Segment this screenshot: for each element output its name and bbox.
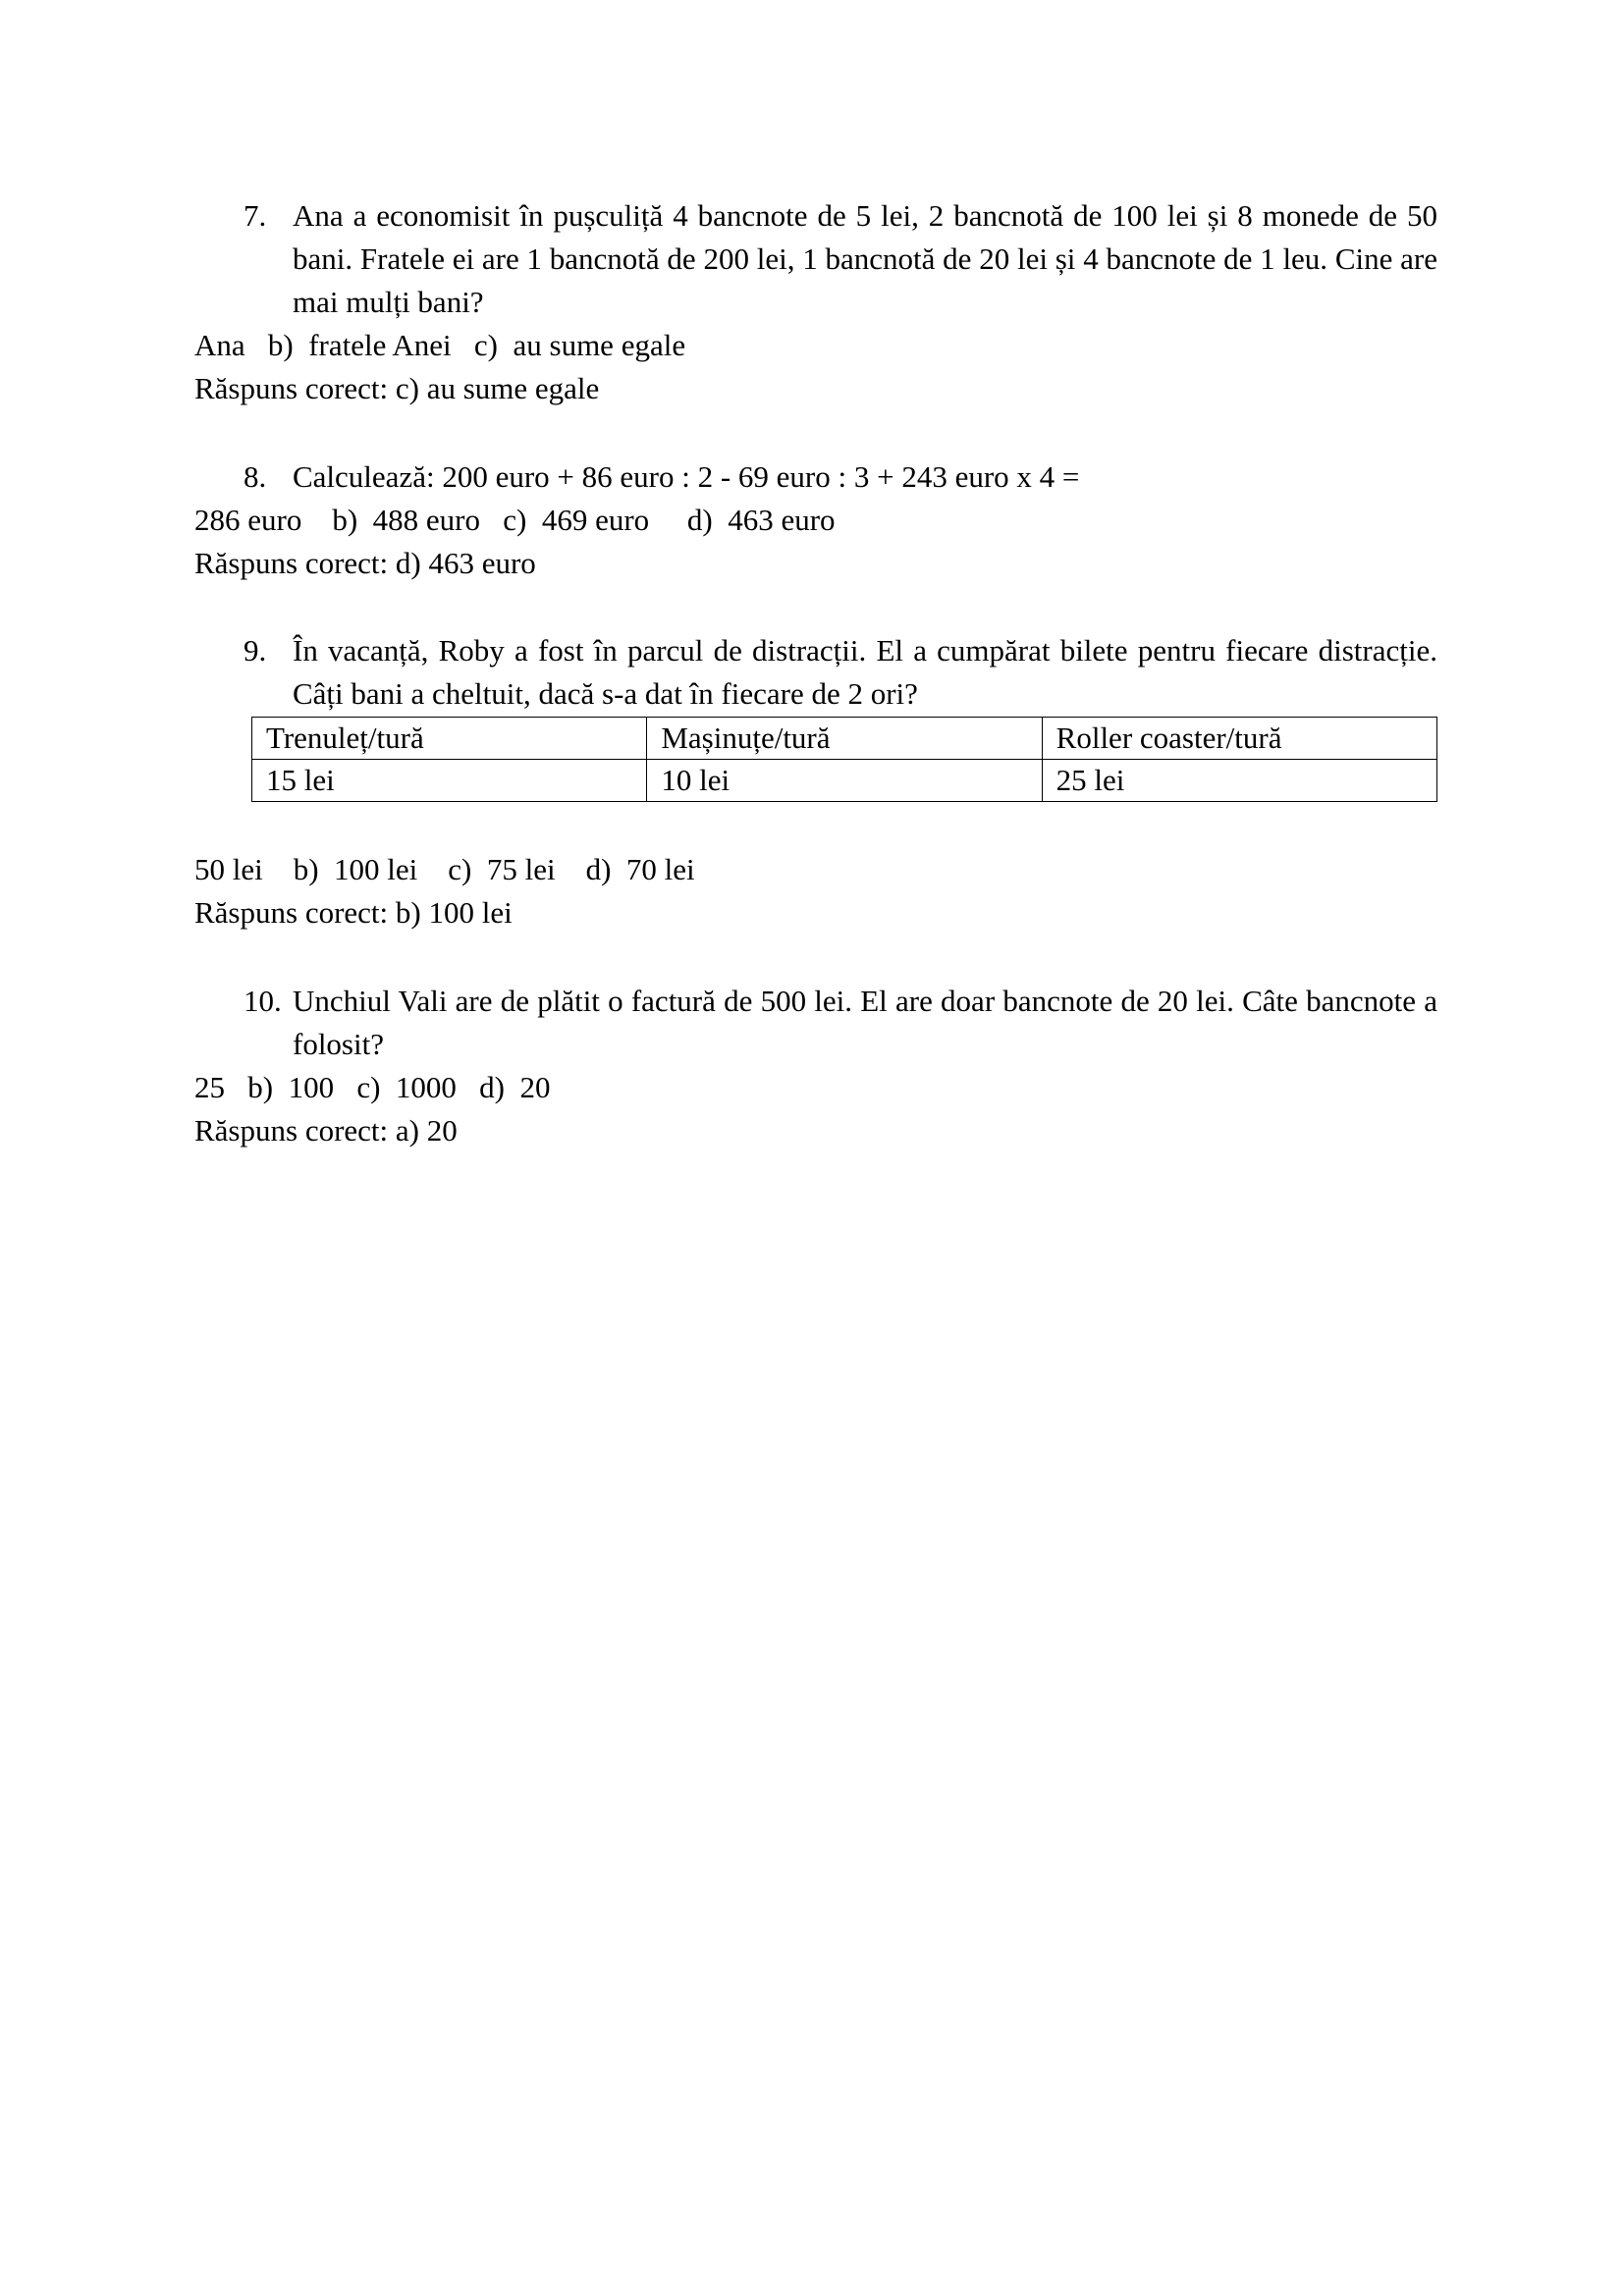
question-9 bbox=[194, 629, 1437, 716]
question-text: În vacanță, Roby a fost în parcul de distracții. El a cumpărat bilete pentru fiecare distracție. Câți bani a cheltuit, dacă s-a dat în fiecare de 2 ori? bbox=[293, 633, 1437, 711]
answer-options-8: 286 euro b) 488 euro c) 469 euro d) 463 euro bbox=[194, 503, 836, 537]
question-number: 10. bbox=[244, 984, 282, 1018]
question-text: Ana a economisit în pușculiță 4 bancnote de 5 lei, 2 bancnotă de 100 lei și 8 monede de 50 bani. Fratele ei are 1 bancnotă de 200 lei, 1 bancnotă de 20 lei și 4 bancnote de 1 leu. Cine are mai mulți bani? bbox=[293, 198, 1437, 319]
question-8 bbox=[194, 455, 1437, 499]
table-cell: 10 lei bbox=[647, 760, 1042, 802]
correct-answer-8: Răspuns corect: d) 463 euro bbox=[194, 546, 536, 580]
table-row bbox=[252, 760, 1437, 802]
table-cell: 15 lei bbox=[252, 760, 647, 802]
answer-options-9: 50 lei b) 100 lei c) 75 lei d) 70 lei bbox=[194, 852, 695, 886]
table-header-cell: Roller coaster/tură bbox=[1042, 718, 1436, 760]
answer-options-10: 25 b) 100 c) 1000 d) 20 bbox=[194, 1070, 551, 1104]
answer-options-7: Ana b) fratele Anei c) au sume egale bbox=[194, 328, 686, 362]
table-cell: 25 lei bbox=[1042, 760, 1436, 802]
question-text: Unchiul Vali are de plătit o factură de 500 lei. El are doar bancnote de 20 lei. Câte bancnote a folosit? bbox=[293, 984, 1437, 1061]
question-text: Calculează: 200 euro + 86 euro : 2 - 69 euro : 3 + 243 euro x 4 = bbox=[293, 459, 1080, 494]
table-header-row bbox=[252, 718, 1437, 760]
price-table bbox=[251, 717, 1437, 802]
correct-answer-7: Răspuns corect: c) au sume egale bbox=[194, 371, 600, 405]
question-7 bbox=[194, 194, 1437, 324]
table-header-cell: Mașinuțe/tură bbox=[647, 718, 1042, 760]
question-number: 8. bbox=[244, 459, 267, 494]
table-header-cell: Trenuleț/tură bbox=[252, 718, 647, 760]
question-number: 9. bbox=[244, 633, 267, 667]
correct-answer-10: Răspuns corect: a) 20 bbox=[194, 1113, 458, 1148]
question-number: 7. bbox=[244, 198, 267, 233]
correct-answer-9: Răspuns corect: b) 100 lei bbox=[194, 895, 513, 930]
question-10 bbox=[194, 980, 1437, 1066]
